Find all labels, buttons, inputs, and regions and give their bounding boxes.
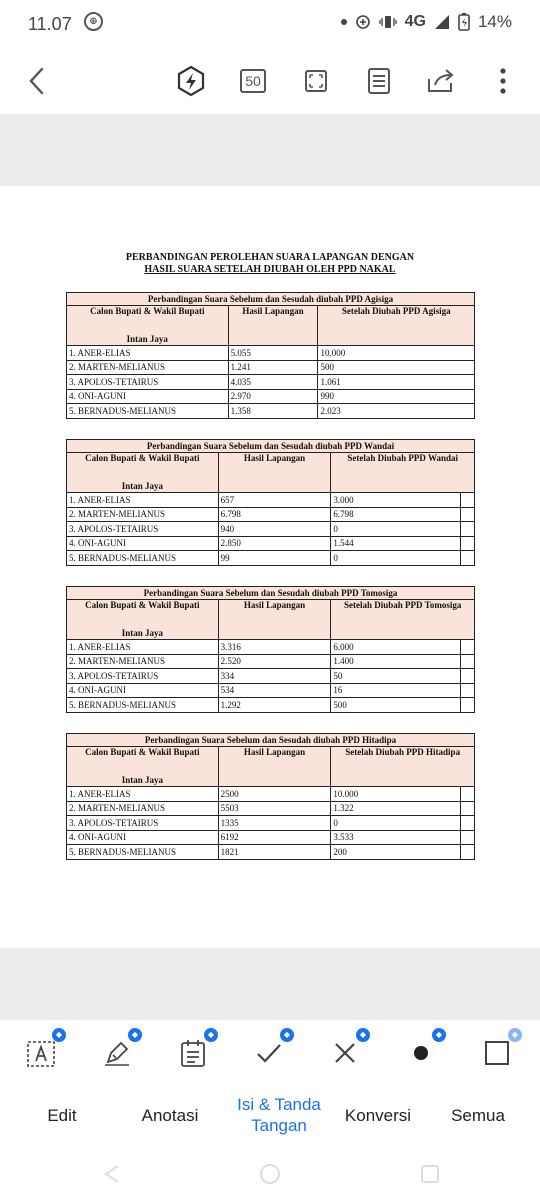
table-row: 1. ANER-ELIAS 5.055 10.000 bbox=[67, 346, 475, 361]
table-caption: Perbandingan Suara Sebelum dan Sesudah diubah PPD Tomosiga bbox=[67, 587, 475, 600]
table-row: 2. MARTEN-MELIANUS 2.520 1.400 bbox=[67, 654, 475, 669]
premium-badge-icon: ◆ bbox=[128, 1028, 142, 1042]
column-header-field-result: Hasil Lapangan bbox=[218, 747, 331, 787]
document-title bbox=[0, 252, 540, 276]
table-row: 1. ANER-ELIAS 2500 10.000 bbox=[67, 787, 475, 802]
column-header-field-result: Hasil Lapangan bbox=[218, 600, 331, 640]
square-tool-button[interactable] bbox=[480, 1030, 519, 1070]
table-row: 5. BERNADUS-MELIANUS 1821 200 bbox=[67, 845, 475, 860]
reading-mode-button[interactable] bbox=[360, 62, 398, 100]
table-row: 4. ONI-AGUNI 2.850 1.544 bbox=[67, 536, 475, 551]
table-row: 3. APOLOS-TETAIRUS 1335 0 bbox=[67, 816, 475, 831]
document-page[interactable] bbox=[0, 186, 540, 948]
tab-convert[interactable]: Konversi bbox=[344, 1105, 412, 1125]
premium-badge-icon: ◆ bbox=[508, 1028, 522, 1042]
form-tool-button[interactable] bbox=[176, 1030, 215, 1070]
form-fill-icon bbox=[179, 1038, 207, 1068]
column-header-after-change: Setelah Diubah PPD Hitadipa bbox=[331, 747, 475, 787]
table-row: 5. BERNADUS-MELIANUS 99 0 bbox=[67, 551, 475, 566]
table-row: 3. APOLOS-TETAIRUS 4.035 1.061 bbox=[67, 375, 475, 390]
column-header-candidate: Calon Bupati & Wakil Bupati Intan Jaya bbox=[67, 600, 219, 640]
column-header-after-change: Setelah Diubah PPD Wandai bbox=[331, 453, 475, 493]
text-tool-button[interactable] bbox=[24, 1030, 63, 1070]
table-row: 5. BERNADUS-MELIANUS 1.292 500 bbox=[67, 698, 475, 713]
signal-icon bbox=[434, 14, 450, 30]
tab-fill-sign[interactable]: Isi & Tanda Tangan bbox=[237, 1095, 321, 1135]
chevron-left-icon bbox=[27, 67, 47, 95]
table-row: 4. ONI-AGUNI 534 16 bbox=[67, 683, 475, 698]
vote-table-hitadipa bbox=[66, 733, 475, 860]
vote-table-wandai bbox=[66, 439, 475, 566]
premium-badge-icon: ◆ bbox=[432, 1028, 446, 1042]
check-tool-button[interactable] bbox=[252, 1030, 291, 1070]
share-button[interactable] bbox=[422, 62, 460, 100]
column-header-candidate: Calon Bupati & Wakil Bupati Intan Jaya bbox=[67, 747, 219, 787]
nav-recents-icon[interactable] bbox=[418, 1162, 442, 1186]
notification-badge-icon: ⊕ bbox=[84, 12, 103, 31]
status-time: 11.07 bbox=[28, 14, 72, 34]
table-row: 2. MARTEN-MELIANUS 6.798 6.798 bbox=[67, 507, 475, 522]
column-header-after-change: Setelah Diubah PPD Tomosiga bbox=[331, 600, 475, 640]
nav-home-icon[interactable] bbox=[258, 1162, 282, 1186]
bolt-hexagon-icon bbox=[175, 65, 207, 97]
table-row: 1. ANER-ELIAS 3.316 6.000 bbox=[67, 640, 475, 655]
status-bar bbox=[0, 0, 540, 48]
status-icons bbox=[341, 12, 512, 32]
system-nav-bar bbox=[0, 1148, 540, 1200]
fullscreen-icon bbox=[303, 68, 329, 94]
share-icon bbox=[426, 67, 456, 95]
text-select-icon bbox=[26, 1038, 56, 1068]
page-number: 50 bbox=[240, 69, 266, 93]
premium-badge-icon: ◆ bbox=[356, 1028, 370, 1042]
back-button[interactable] bbox=[18, 62, 56, 100]
pen-annotate-icon bbox=[102, 1038, 132, 1068]
table-row: 1. ANER-ELIAS 657 3.000 bbox=[67, 493, 475, 508]
column-header-field-result: Hasil Lapangan bbox=[218, 453, 331, 493]
dot-icon bbox=[411, 1043, 431, 1063]
table-caption: Perbandingan Suara Sebelum dan Sesudah diubah PPD Agisiga bbox=[67, 293, 475, 306]
vote-table-tomosiga bbox=[66, 586, 475, 713]
more-vertical-icon bbox=[499, 67, 507, 95]
premium-badge-icon: ◆ bbox=[52, 1028, 66, 1042]
document-lines-icon bbox=[367, 67, 391, 95]
table-row: 4. ONI-AGUNI 2.970 990 bbox=[67, 389, 475, 404]
table-row: 2. MARTEN-MELIANUS 1.241 500 bbox=[67, 360, 475, 375]
cross-tool-button[interactable] bbox=[328, 1030, 367, 1070]
dot-tool-button[interactable] bbox=[404, 1030, 443, 1070]
pen-tool-button[interactable] bbox=[100, 1030, 139, 1070]
table-row: 3. APOLOS-TETAIRUS 334 50 bbox=[67, 669, 475, 684]
smart-tools-button[interactable] bbox=[172, 62, 210, 100]
column-header-after-change: Setelah Diubah PPD Agisiga bbox=[318, 306, 475, 346]
tab-annotate[interactable]: Anotasi bbox=[141, 1105, 199, 1125]
more-options-button[interactable] bbox=[484, 62, 522, 100]
premium-badge-icon: ◆ bbox=[204, 1028, 218, 1042]
column-header-candidate: Calon Bupati & Wakil Bupati Intan Jaya bbox=[67, 453, 219, 493]
vote-table-agisiga bbox=[66, 292, 475, 419]
fill-sign-tools bbox=[0, 1020, 540, 1082]
bottom-tabs bbox=[0, 1082, 540, 1148]
top-toolbar bbox=[0, 48, 540, 114]
nav-back-icon[interactable] bbox=[100, 1162, 124, 1186]
table-caption: Perbandingan Suara Sebelum dan Sesudah diubah PPD Hitadipa bbox=[67, 734, 475, 747]
table-row: 2. MARTEN-MELIANUS 5503 1.322 bbox=[67, 801, 475, 816]
tab-all[interactable]: Semua bbox=[451, 1105, 505, 1125]
network-type: 4G bbox=[404, 13, 426, 30]
document-viewer[interactable] bbox=[0, 114, 540, 1020]
battery-level: 14% bbox=[477, 12, 512, 31]
table-row: 4. ONI-AGUNI 6192 3.533 bbox=[67, 830, 475, 845]
dot-icon bbox=[341, 19, 347, 25]
table-row: 3. APOLOS-TETAIRUS 940 0 bbox=[67, 522, 475, 537]
page-number-button[interactable] bbox=[234, 62, 272, 100]
vibrate-icon bbox=[379, 14, 397, 30]
square-icon bbox=[484, 1040, 510, 1066]
document-title-line2: HASIL SUARA SETELAH DIUBAH OLEH PPD NAKAL bbox=[144, 264, 396, 275]
table-caption: Perbandingan Suara Sebelum dan Sesudah diubah PPD Wandai bbox=[67, 440, 475, 453]
tab-edit[interactable]: Edit bbox=[47, 1105, 77, 1125]
fullscreen-button[interactable] bbox=[297, 62, 335, 100]
column-header-candidate: Calon Bupati & Wakil Bupati Intan Jaya bbox=[67, 306, 229, 346]
battery-charging-icon bbox=[458, 13, 470, 31]
data-saver-icon bbox=[355, 14, 371, 30]
checkmark-icon bbox=[255, 1041, 283, 1065]
column-header-field-result: Hasil Lapangan bbox=[228, 306, 318, 346]
cross-icon bbox=[333, 1041, 357, 1065]
document-title-line1: PERBANDINGAN PEROLEHAN SUARA LAPANGAN DENGAN bbox=[125, 252, 415, 263]
table-row: 5. BERNADUS-MELIANUS 1.358 2.023 bbox=[67, 404, 475, 419]
premium-badge-icon: ◆ bbox=[280, 1028, 294, 1042]
